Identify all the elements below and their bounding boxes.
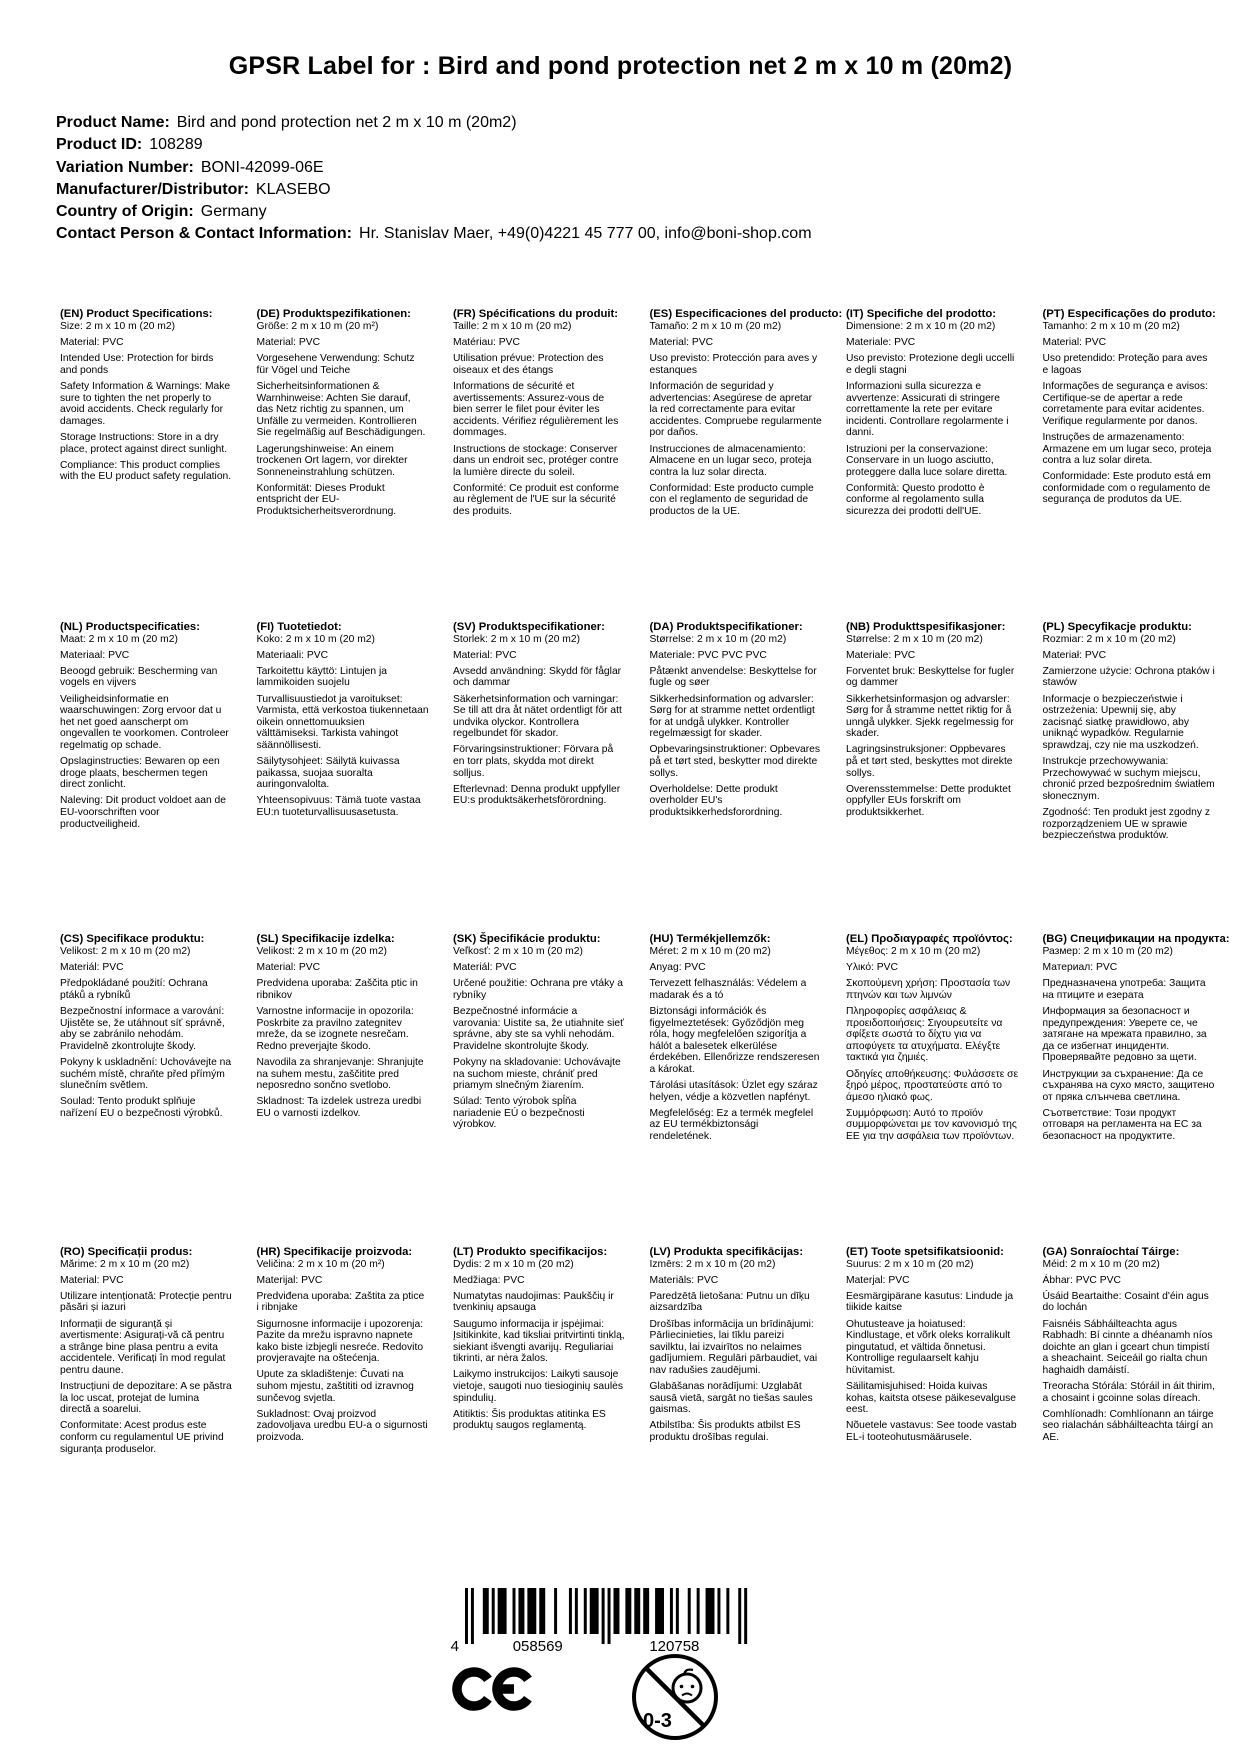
spec-column-header: (ET) Toote spetsifikatsioonid: (846, 1245, 1004, 1258)
spec-column-es (649, 308, 843, 621)
spec-paragraph: Izmērs: 2 m x 10 m (20 m2) (649, 1258, 776, 1270)
spec-paragraph: Sicherheitsinformationen & Warnhinweise: Achten Sie darauf, das Netz richtig zu spannen, um Unfälle zu vermeiden. Kontrollieren Sie regelmäßig auf Beschädigungen. (256, 381, 426, 439)
barcode-bar (518, 1588, 524, 1634)
spec-paragraph: Koko: 2 m x 10 m (20 m2) (256, 633, 375, 645)
spec-paragraph: Turvallisuustiedot ja varoitukset: Varmista, että verkostoa tiukennetaan oikein onnettomuuksien välttämiseksi. Tarkista vahingot säännöllisesti. (256, 693, 429, 751)
spec-column-ro (60, 1246, 233, 1559)
spec-paragraph: Instruções de armazenamento: Armazene em um lugar seco, proteja contra a luz solar direta. (1042, 431, 1212, 467)
spec-column-header: (SL) Specifikacije izdelka: (256, 933, 395, 945)
spec-paragraph: Materijal: PVC (256, 1274, 323, 1286)
field-value: Bird and pond protection net 2 m x 10 m (20m2) (176, 114, 517, 131)
spec-paragraph: Material: PVC (649, 337, 714, 349)
spec-paragraph: Förvaringsinstruktioner: Förvara på en torr plats, skydda mot direkt solljus. (453, 744, 614, 779)
barcode-bar (584, 1588, 587, 1634)
spec-paragraph: Drošības informācija un brīdinājumi: Pārliecinieties, lai tīklu pareizi savilktu, lai izvairītos no nelaimes gadījumiem. Regulāri pārbaudiet, vai nav radušies zaudējumi. (649, 1318, 818, 1376)
spec-paragraph: Bezpečnostné informácie a varovania: Uistite sa, že utiahnite sieť správne, aby ste sa vyhli nehodám. Pravidelne skontrolujte škody. (453, 1006, 624, 1052)
barcode-bar (602, 1588, 605, 1644)
spec-column-header: (SV) Produktspecifikationer: (453, 620, 605, 633)
spec-paragraph: Faisnéis Sábháilteachta agus Rabhadh: Bí cinnte a dhéanamh níos doichte an glan i gceart chun timpistí a sheachaint. Seiceáil go rialta chun haghaidh damáistí. (1042, 1318, 1213, 1376)
spec-paragraph: Utilisation prévue: Protection des oiseaux et des étangs (453, 353, 604, 376)
spec-paragraph: Glabāšanas norādījumi: Uzglabāt sausā vietā, sargāt no tiešas saules gaismas. (649, 1381, 813, 1416)
spec-paragraph: Materjal: PVC (846, 1274, 910, 1286)
spec-paragraph: Laikymo instrukcijos: Laikyti sausoje vietoje, saugoti nuo tiesioginių saulės spindulių. (453, 1369, 624, 1404)
spec-paragraph: Tárolási utasítások: Üzlet egy száraz helyen, védje a közvetlen napfényt. (649, 1080, 818, 1103)
spec-paragraph: Predvidena uporaba: Zaščita ptic in ribnikov (256, 978, 418, 1001)
spec-paragraph: Tamanho: 2 m x 10 m (20 m2) (1042, 321, 1180, 333)
spec-paragraph: Velikost: 2 m x 10 m (20 m2) (256, 946, 387, 958)
spec-paragraph: Istruzioni per la conservazione: Conservare in un luogo asciutto, proteggere dalla luce solare diretta. (846, 443, 1008, 478)
spec-paragraph: Materiale: PVC (846, 337, 916, 349)
spec-paragraph: Material: PVC (60, 1274, 124, 1286)
spec-paragraph: Conformità: Questo prodotto è conforme al regolamento sulla sicurezza dei prodotti dell'UE. (846, 482, 985, 518)
barcode-bar (527, 1588, 536, 1634)
spec-paragraph: Lagerungshinweise: An einem trockenen Ort lagern, vor direkter Sonneneinstrahlung schützen. (256, 443, 408, 478)
spec-paragraph: Sikkerhetsinformasjon og advarsler: Sørg for å stramme nettet riktig for å unngå ulykker. Sjekk regelmessig for skader. (846, 693, 1014, 740)
spec-paragraph: Biztonsági információk és figyelmeztetések: Győződjön meg róla, hogy megfelelően szigorítja a hálót a balesetek elkerülése érdekében. Ellenőrizze rendszeresen a károkat. (649, 1006, 820, 1076)
barcode-bar (575, 1588, 578, 1634)
barcode-bar (539, 1588, 545, 1634)
spec-column-header: (DE) Produktspezifikationen: (256, 308, 411, 320)
spec-paragraph: Informații de siguranță și avertismente: Asigurați-vă că pentru a strânge bine plasa pentru a evita accidentele. Verificați în mod regulat pentru daune. (60, 1318, 226, 1376)
barcode-bar (492, 1588, 495, 1634)
spec-paragraph: Uso pretendido: Proteção para aves e lagoas (1042, 353, 1208, 376)
spec-paragraph: Méret: 2 m x 10 m (20 m2) (649, 946, 771, 958)
spec-paragraph: Storlek: 2 m x 10 m (20 m2) (453, 633, 581, 645)
spec-column-header: (LV) Produkta specifikācijas: (649, 1245, 804, 1258)
barcode-bar (513, 1588, 516, 1634)
spec-paragraph: Velikost: 2 m x 10 m (20 m2) (60, 946, 191, 958)
spec-column-sl (257, 933, 430, 1246)
spec-paragraph: Materiał: PVC (1042, 649, 1107, 661)
spec-column-header: (HR) Specifikacije proizvoda: (256, 1245, 413, 1258)
spec-paragraph: Maat: 2 m x 10 m (20 m2) (60, 633, 178, 645)
product-info-row (56, 223, 812, 245)
spec-paragraph: Предназначена употреба: Защита на птиците и езерата (1042, 978, 1206, 1001)
barcode-bar (676, 1588, 679, 1634)
spec-paragraph: Matériau: PVC (453, 337, 520, 349)
spec-paragraph: Material: PVC (256, 337, 321, 349)
spec-paragraph: Säilytysohjeet: Säilytä kuivassa paikassa, suojaa suoralta auringonvalolta. (256, 756, 400, 791)
spec-paragraph: Οδηγίες αποθήκευσης: Φυλάσσετε σε ξηρό μέρος, προστατεύστε από το άμεσο ηλιακό φως. (846, 1068, 1019, 1103)
product-info-row (56, 157, 812, 179)
spec-paragraph: Dimensione: 2 m x 10 m (20 m2) (846, 321, 996, 333)
spec-paragraph: Conformidade: Este produto está em conformidade com o regulamento de segurança de produtos da UE. (1042, 471, 1211, 506)
spec-paragraph: Avsedd användning: Skydd för fåglar och dammar (453, 665, 622, 689)
spec-column-it (846, 308, 1019, 621)
spec-column-hr (257, 1246, 430, 1559)
spec-paragraph: Eesmärgipärane kasutus: Lindude ja tiikide kaitse (846, 1290, 1014, 1314)
spec-paragraph: Compliance: This product complies with the EU product safety regulation. (60, 459, 232, 483)
spec-paragraph: Informacje o bezpieczeństwie i ostrzeżenia: Upewnij się, aby zacisnąć siatkę prawidłowo, aby uniknąć wypadków. Regularnie sprawdzaj, czy nie ma uszkodzeń. (1042, 693, 1199, 751)
spec-column-header: (BG) Спецификации на продукта: (1042, 933, 1230, 945)
spec-paragraph: Material: PVC (1042, 337, 1107, 349)
ean13-barcode (437, 1588, 752, 1654)
spec-paragraph: Numatytas naudojimas: Paukščių ir tvenkinių apsauga (453, 1290, 614, 1314)
spec-paragraph: Tervezett felhasználás: Védelem a madarak és a tó (649, 978, 807, 1001)
field-value: 108289 (149, 136, 203, 154)
barcode-bar (625, 1588, 631, 1634)
spec-paragraph: Nõuetele vastavus: See toode vastab EL-i tooteohutusmäärusele. (846, 1420, 1017, 1443)
spec-paragraph: Beoogd gebruik: Bescherming van vogels en vijvers (60, 665, 218, 689)
spec-paragraph: Sikkerhedsinformation og advarsler: Sørg for at stramme nettet ordentligt for at undgå ulykker. Kontroller regelmæssigt for skader. (649, 693, 815, 740)
field-value: BONI-42099-06E (200, 158, 324, 176)
spec-paragraph: Uso previsto: Protezione degli uccelli e degli stagni (846, 353, 1015, 376)
spec-column-header: (IT) Specifiche del prodotto: (846, 308, 996, 320)
spec-paragraph: Overensstemmelse: Dette produktet oppfyller EUs forskrift om produktsikkerhet. (846, 783, 1011, 818)
spec-column-header: (EN) Product Specifications: (60, 308, 213, 320)
spec-paragraph: Σκοπούμενη χρήση: Προστασία των πτηνών και των λιμνών (846, 978, 1011, 1001)
spec-paragraph: Comhlíonadh: Comhlíonann an táirge seo rialachán sábháilteachta táirgí an AE. (1042, 1408, 1214, 1443)
spec-column-header: (EL) Προδιαγραφές προϊόντος: (846, 933, 1013, 945)
product-info-row (56, 112, 812, 134)
spec-paragraph: Съответствие: Този продукт отговаря на регламента на ЕС за безопасност на продуктите. (1042, 1107, 1202, 1143)
spec-paragraph: Intended Use: Protection for birds and ponds (60, 353, 214, 376)
spec-column-el (846, 933, 1019, 1246)
spec-column-header: (SK) Špecifikácie produktu: (453, 933, 601, 945)
spec-column-header: (HU) Termékjellemzők: (649, 933, 771, 945)
spec-paragraph: Paredzētā lietošana: Putnu un dīķu aizsardzība (649, 1290, 810, 1314)
spec-paragraph: Storage Instructions: Store in a dry place, protect against direct sunlight. (60, 431, 228, 455)
spec-paragraph: Mărime: 2 m x 10 m (20 m2) (60, 1258, 190, 1270)
spec-column-hu (650, 933, 823, 1246)
spec-column-header: (ES) Especificaciones del producto: (649, 308, 843, 320)
spec-paragraph: Säkerhetsinformation och varningar: Se till att dra åt nätet ordentligt för att undvika olyckor. Kontrollera regelbundet för skador. (453, 693, 622, 740)
spec-column-ga (1043, 1246, 1216, 1559)
spec-paragraph: Méid: 2 m x 10 m (20 m2) (1042, 1258, 1160, 1270)
barcode-bar (726, 1588, 729, 1634)
barcode-bar (706, 1588, 715, 1634)
spec-paragraph: Materiāls: PVC (649, 1274, 719, 1286)
spec-paragraph: Materiál: PVC (60, 962, 124, 974)
barcode-bar (643, 1588, 649, 1634)
field-label: Contact Person & Contact Information: (56, 225, 353, 243)
spec-paragraph: Opbevaringsinstruktioner: Opbevares på et tørt sted, beskytter mod direkte sollys. (649, 744, 821, 779)
spec-column-nl (60, 621, 233, 934)
field-label: Variation Number: (56, 158, 194, 176)
barcode-digits-right: 120758 (649, 1638, 700, 1654)
spec-paragraph: Sukladnost: Ovaj proizvod zadovoljava uredbu EU-a o sigurnosti proizvoda. (256, 1408, 428, 1443)
spec-column-de (257, 308, 430, 621)
spec-paragraph: Zamierzone użycie: Ochrona ptaków i stawów (1042, 665, 1215, 689)
spec-paragraph: Ohutusteave ja hoiatused: Kindlustage, et võrk oleks korralikult pingutatud, et vältida õnnetusi. Kontrollige regulaarselt kahju hüvitamist. (846, 1318, 1011, 1376)
spec-paragraph: Informations de sécurité et avertissements: Assurez-vous de bien serrer le filet pour éviter les accidents. Vérifiez régulièrement les dommages. (453, 381, 619, 439)
product-info-block (56, 112, 812, 246)
barcode-bar (590, 1588, 599, 1634)
spec-column-header: (FR) Spécifications du produit: (453, 308, 619, 320)
spec-paragraph: Bezpečnostní informace a varování: Ujistěte se, že utáhnout síť správně, aby se zabránilo nehodám. Pravidelně zkontrolujte škody. (60, 1006, 225, 1052)
spec-paragraph: Anyag: PVC (649, 962, 706, 974)
spec-paragraph: Материал: PVC (1042, 962, 1118, 974)
spec-column-sv (453, 621, 626, 934)
spec-paragraph: Størrelse: 2 m x 10 m (20 m2) (649, 633, 787, 645)
spec-paragraph: Efterlevnad: Denna produkt uppfyller EU:s produktsäkerhetsförordning. (453, 783, 621, 807)
spec-column-fi (257, 621, 430, 934)
field-label: Product ID: (56, 136, 143, 154)
field-value: Germany (200, 203, 267, 221)
spec-column-header: (GA) Sonraíochtaí Táirge: (1042, 1245, 1180, 1258)
spec-column-et (846, 1246, 1019, 1559)
field-value: KLASEBO (255, 180, 331, 198)
barcode-bar (697, 1588, 700, 1634)
barcode-bar (744, 1588, 747, 1644)
spec-column-header: (CS) Specifikace produktu: (60, 933, 205, 945)
spec-paragraph: Material: PVC (60, 337, 124, 349)
spec-paragraph: Naleving: Dit product voldoet aan de EU-voorschriften voor productveiligheid. (60, 795, 226, 830)
spec-paragraph: Rozmiar: 2 m x 10 m (20 m2) (1042, 633, 1176, 645)
spec-column-en (60, 308, 233, 621)
field-label: Country of Origin: (56, 203, 194, 221)
barcode-bar (471, 1588, 474, 1644)
spec-paragraph: Информация за безопасност и предупреждения: Уверете се, че затягане на мрежата правилно, за да се избегнат инциденти. Проверявайте редовно за щети. (1042, 1006, 1207, 1064)
spec-paragraph: Treoracha Stórála: Stóráil in áit thirim, a chosaint i gcoinne solas díreach. (1042, 1381, 1215, 1404)
spec-paragraph: Skladnost: Ta izdelek ustreza uredbi EU o varnosti izdelkov. (256, 1096, 422, 1119)
spec-paragraph: Tarkoitettu käyttö: Lintujen ja lammikoiden suojelu (256, 665, 388, 689)
spec-column-pt (1043, 308, 1216, 621)
spec-paragraph: Materiaal: PVC (60, 649, 130, 661)
barcode-bar (717, 1588, 720, 1634)
language-spec-grid (60, 308, 1230, 1558)
spec-paragraph: Συμμόρφωση: Αυτό το προϊόν συμμορφώνεται με τον κανονισμό της ΕΕ για την ασφάλεια των προϊόντων. (846, 1107, 1017, 1143)
spec-paragraph: Medžiaga: PVC (453, 1274, 525, 1286)
spec-paragraph: Atbilstība: Šis produkts atbilst ES produktu drošības regulai. (649, 1420, 801, 1443)
spec-column-lt (453, 1246, 626, 1559)
barcode-bar (670, 1588, 673, 1634)
spec-paragraph: Tamaño: 2 m x 10 m (20 m2) (649, 321, 782, 333)
spec-paragraph: Saugumo informacija ir įspėjimai: Įsitikinkite, kad tiksliai pritvirtinti tinklą, siekiant išvengti avarijų. Reguliariai tikrinti, ar nėra žalos. (453, 1318, 625, 1365)
spec-paragraph: Material: PVC (256, 962, 321, 974)
spec-paragraph: Sigurnosne informacije i upozorenja: Pazite da mrežu ispravno napnete kako biste izbjegli nesreće. Redovito provjeravajte na oštećenja. (256, 1318, 424, 1365)
spec-column-fr (453, 308, 626, 621)
spec-paragraph: Instrukcje przechowywania: Przechowywać w suchym miejscu, chronić przed bezpośrednim światłem słonecznym. (1042, 756, 1215, 802)
spec-column-header: (DA) Produktspecifikationer: (649, 620, 803, 633)
spec-paragraph: Размер: 2 m x 10 m (20 m2) (1042, 946, 1173, 958)
spec-paragraph: Material: PVC (453, 649, 517, 661)
barcode-bar (483, 1588, 489, 1634)
spec-paragraph: Materiale: PVC (846, 649, 916, 661)
spec-paragraph: Konformität: Dieses Produkt entspricht der EU-Produktsicherheitsverordnung. (256, 482, 397, 518)
spec-paragraph: Opslaginstructies: Bewaren op een droge plaats, beschermen tegen direct zonlicht. (60, 756, 220, 791)
product-info-row (56, 201, 812, 223)
spec-column-pl (1043, 621, 1216, 934)
spec-paragraph: Conformité: Ce produit est conforme au règlement de l'UE sur la sécurité des produits. (453, 482, 619, 518)
spec-paragraph: Varnostne informacije in opozorila: Poskrbite za pravilno zategnitev mreže, da se izognete nesrečam. Redno preverjajte škodo. (256, 1006, 414, 1052)
spec-column-header: (NB) Produkttspesifikasjoner: (846, 620, 1006, 633)
spec-column-cs (60, 933, 233, 1246)
spec-paragraph: Μέγεθος: 2 m x 10 m (20 m2) (846, 946, 981, 958)
spec-paragraph: Forventet bruk: Beskyttelse for fugler og dammer (846, 665, 1015, 689)
spec-paragraph: Información de seguridad y advertencias: Asegúrese de apretar la red correctamente para evitar accidentes. Compruebe regularmente por daños. (649, 381, 822, 439)
spec-paragraph: Größe: 2 m x 10 m (20 m²) (256, 321, 379, 333)
barcode-digit-first: 4 (450, 1638, 459, 1654)
age-warning-text: 0-3 (643, 1710, 672, 1732)
spec-paragraph: Suurus: 2 m x 10 m (20 m2) (846, 1258, 974, 1270)
spec-column-header: (NL) Productspecificaties: (60, 620, 200, 633)
spec-column-bg (1042, 933, 1230, 1246)
spec-paragraph: Conformitate: Acest produs este conform cu regulamentul UE privind siguranța produselor. (60, 1420, 224, 1455)
spec-paragraph: Veličina: 2 m x 10 m (20 m²) (256, 1258, 385, 1270)
field-label: Product Name: (56, 114, 170, 131)
spec-column-header: (PT) Especificações do produto: (1042, 308, 1216, 320)
spec-paragraph: Súlad: Tento výrobok spĺňa nariadenie EÚ o bezpečnosti výrobkov. (453, 1096, 585, 1131)
spec-paragraph: Zgodność: Ten produkt jest zgodny z rozporządzeniem UE w sprawie bezpieczeństwa produktów. (1042, 806, 1211, 842)
product-info-row (56, 134, 812, 156)
spec-paragraph: Utilizare intenționată: Protecție pentru păsări și iazuri (60, 1290, 232, 1314)
spec-column-header: (PL) Specyfikacje produktu: (1042, 620, 1192, 633)
barcode-bar (614, 1588, 620, 1634)
spec-paragraph: Størrelse: 2 m x 10 m (20 m2) (846, 633, 983, 645)
barcode-bar (554, 1588, 557, 1634)
spec-paragraph: Ábhar: PVC PVC (1042, 1274, 1121, 1286)
spec-column-da (650, 621, 823, 934)
spec-paragraph: Informazioni sulla sicurezza e avvertenze: Assicurati di stringere correttamente la rete per evitare incidenti. Controllare regolarmente i danni. (846, 381, 1009, 439)
barcode-digits-left: 058569 (512, 1638, 563, 1654)
spec-paragraph: Predviđena uporaba: Zaštita za ptice i ribnjake (256, 1290, 425, 1314)
spec-paragraph: Navodila za shranjevanje: Shranjujte na suhem mestu, zaščitite pred neposredno sončno svetlobo. (256, 1056, 424, 1092)
spec-paragraph: Conformidad: Este producto cumple con el reglamento de seguridad de productos de la UE. (649, 482, 814, 518)
spec-paragraph: Påtænkt anvendelse: Beskyttelse for fugle og søer (649, 665, 817, 689)
barcode-bar (738, 1588, 741, 1644)
barcode-bar (608, 1588, 611, 1644)
spec-column-lv (650, 1246, 823, 1559)
spec-paragraph: Dydis: 2 m x 10 m (20 m2) (453, 1258, 574, 1270)
spec-paragraph: Předpokládané použití: Ochrana ptáků a rybníků (60, 978, 208, 1001)
spec-column-header: (LT) Produkto specifikacijos: (453, 1245, 608, 1258)
spec-paragraph: Πληροφορίες ασφάλειας & προειδοποιήσεις: Σιγουρευτείτε να σφίξετε σωστά το δίχτυ για να αποφύγετε τα ατυχήματα. Ελέγξτε τακτικά για ζημιές. (846, 1006, 1003, 1064)
spec-paragraph: Materiale: PVC PVC PVC (649, 649, 767, 661)
barcode-bar (688, 1588, 691, 1634)
spec-paragraph: Uso previsto: Protección para aves y estanques (649, 353, 818, 376)
spec-paragraph: Instrucțiuni de depozitare: A se păstra la loc uscat, protejat de lumina directă a soarelui. (60, 1381, 232, 1416)
barcode-bar (569, 1588, 572, 1634)
spec-column-sk (453, 933, 626, 1246)
barcode-bar (465, 1588, 468, 1644)
barcode-bar (634, 1588, 640, 1634)
ce-mark-icon (452, 1666, 536, 1712)
spec-paragraph: Soulad: Tento produkt splňuje nařízení EU o bezpečnosti výrobků. (60, 1096, 223, 1119)
barcode-bar (498, 1588, 507, 1634)
spec-paragraph: Úsáid Beartaithe: Cosaint d'éin agus do lochán (1042, 1290, 1209, 1314)
spec-paragraph: Instrucciones de almacenamiento: Almacene en un lugar seco, proteja contra la luz solar directa. (649, 443, 812, 478)
spec-paragraph: Veiligheidsinformatie en waarschuwingen: Zorg ervoor dat u het net goed aanscherpt om ongevallen te voorkomen. Controleer regelmatig op schade. (60, 693, 229, 751)
spec-paragraph: Vorgesehene Verwendung: Schutz für Vögel und Teiche (256, 353, 415, 376)
spec-paragraph: Taille: 2 m x 10 m (20 m2) (453, 321, 572, 333)
spec-column-header: (RO) Specificații produs: (60, 1245, 193, 1258)
spec-paragraph: Yhteensopivuus: Tämä tuote vastaa EU:n tuoteturvallisuusasetusta. (256, 795, 421, 818)
product-info-row (56, 179, 812, 201)
page-title: GPSR Label for : Bird and pond protection net 2 m x 10 m (20m2) (228, 52, 1013, 80)
spec-paragraph: Veľkosť: 2 m x 10 m (20 m2) (453, 946, 583, 958)
spec-paragraph: Megfelelőség: Ez a termék megfelel az EU termékbiztonsági rendeletének. (649, 1107, 814, 1143)
spec-paragraph: Materiál: PVC (453, 962, 517, 974)
spec-paragraph: Size: 2 m x 10 m (20 m2) (60, 321, 176, 333)
spec-column-header: (FI) Tuotetiedot: (256, 620, 342, 633)
spec-paragraph: Υλικό: PVC (846, 962, 898, 974)
spec-paragraph: Upute za skladištenje: Čuvati na suhom mjestu, zaštititi od izravnog sunčevog svjetla. (256, 1369, 414, 1404)
spec-paragraph: Určené použitie: Ochrana pre vtáky a rybníky (453, 978, 623, 1001)
ce-letter-c (452, 1666, 498, 1712)
spec-column-nb (846, 621, 1019, 934)
spec-paragraph: Säilitamisjuhised: Hoida kuivas kohas, kaitsta otsese päikesevalguse eest. (846, 1381, 1016, 1416)
spec-paragraph: Pokyny k uskladnění: Uchovávejte na suchém místě, chraňte před přímým slunečním světlem. (60, 1056, 232, 1092)
spec-paragraph: Lagringsinstruksjoner: Oppbevares på et tørt sted, beskyttes mot direkte sollys. (846, 744, 1013, 779)
barcode-bar (655, 1588, 664, 1634)
spec-paragraph: Materiaali: PVC (256, 649, 329, 661)
spec-paragraph: Инструкции за съхранение: Да се съхранява на сухо място, защитено от пряка слънчева светлина. (1042, 1068, 1215, 1103)
spec-paragraph: Instructions de stockage: Conserver dans un endroit sec, protéger contre la lumière directe du soleil. (453, 443, 619, 478)
spec-paragraph: Overholdelse: Dette produkt overholder EU's produktsikkerhedsforordning. (649, 783, 783, 818)
field-label: Manufacturer/Distributor: (56, 180, 249, 198)
spec-paragraph: Informações de segurança e avisos: Certifique-se de apertar a rede corretamente para evitar acidentes. Verifique regularmente por danos. (1042, 381, 1208, 427)
age-warning-0-3-icon (630, 1652, 720, 1742)
spec-paragraph: Atitiktis: Šis produktas atitinka ES produktų saugos reglamentą. (453, 1408, 606, 1432)
spec-paragraph: Pokyny na skladovanie: Uchovávajte na suchom mieste, chrániť pred priamym slnečným žiarením. (453, 1056, 621, 1092)
field-value: Hr. Stanislav Maer, +49(0)4221 45 777 00, info@boni-shop.com (359, 225, 812, 243)
spec-paragraph: Safety Information & Warnings: Make sure to tighten the net properly to avoid accidents. Check regularly for damages. (60, 381, 231, 427)
